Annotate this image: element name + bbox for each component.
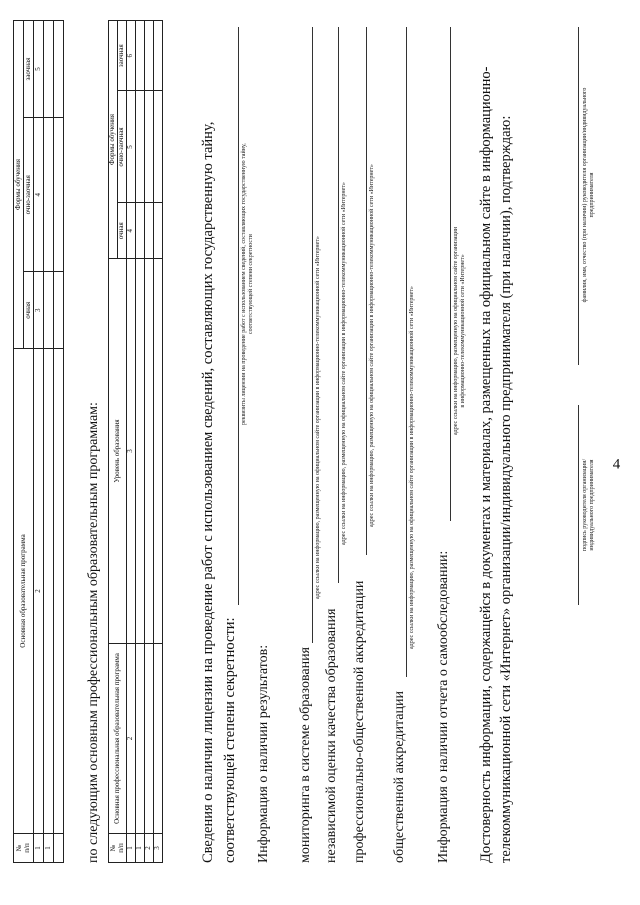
index-cell: 1	[127, 834, 136, 863]
table-cell	[145, 21, 154, 91]
table-cell	[136, 644, 145, 834]
table-row	[154, 21, 163, 863]
confirm-line-2: телекоммуникационной сети «Интернет» организации/индивидуального предпринимателя (при наличии), подтверждаю:	[498, 115, 514, 863]
table-cell	[54, 272, 64, 349]
col-program: Основная профессиональная образовательная программа	[109, 644, 127, 834]
index-cell: 3	[127, 259, 136, 644]
table-cell	[154, 259, 163, 644]
table-cell	[44, 21, 54, 118]
table-cell	[145, 91, 154, 203]
license-field[interactable]	[238, 27, 239, 605]
table-cell: 3	[154, 834, 163, 863]
table-cell	[145, 203, 154, 259]
col-level: Уровень образования	[109, 259, 127, 644]
table-cell	[154, 644, 163, 834]
form-full-time: очная	[24, 272, 34, 349]
form-extramural: заочная	[118, 21, 127, 91]
table-cell	[136, 21, 145, 91]
form-full-time: очная	[118, 203, 127, 259]
results-heading: Информация о наличии результатов:	[256, 644, 271, 863]
table-cell	[136, 203, 145, 259]
table-row	[44, 21, 54, 863]
self-exam-label: Информация о наличии отчета о самообследовании:	[436, 550, 451, 863]
name-field[interactable]	[578, 27, 579, 365]
col-number: № п/п	[14, 834, 34, 863]
table-cell	[44, 349, 54, 834]
table-cell	[154, 21, 163, 91]
index-cell: 5	[127, 91, 136, 203]
confirm-line-1: Достоверность информации, содержащейся в документах и материалах, размещенных на официальном сайте в информационно-	[478, 66, 494, 863]
monitoring-label: мониторинга в системе образования	[298, 646, 313, 863]
index-cell: 1	[34, 834, 44, 863]
self-exam-caption: адрес ссылки на информацию, размещенную на официальном сайте организации в информационно-телекоммуникационной сети «Интернет»	[453, 226, 466, 435]
monitoring-field[interactable]	[312, 27, 313, 643]
index-cell: 2	[127, 644, 136, 834]
col-forms: Формы обучения	[109, 21, 118, 259]
index-row	[127, 21, 136, 863]
prof-public-field[interactable]	[366, 27, 367, 555]
table-cell	[136, 91, 145, 203]
signature-field[interactable]	[578, 405, 579, 605]
col-number: № п/п	[109, 834, 127, 863]
table-cell	[145, 259, 154, 644]
table-cell: 1	[136, 834, 145, 863]
prof-programs-table	[108, 20, 163, 863]
table-cell	[145, 644, 154, 834]
table-row	[136, 21, 145, 863]
table-cell	[44, 272, 54, 349]
form-extramural: заочная	[24, 21, 34, 118]
signature-caption: подпись руководителя организации/ индивидуального предпринимателя	[582, 458, 595, 552]
col-forms: Формы обучения	[14, 21, 24, 349]
index-cell: 6	[127, 21, 136, 91]
index-cell: 4	[127, 203, 136, 259]
public-field[interactable]	[406, 27, 407, 677]
license-caption: реквизиты лицензии на проведение работ с использованием сведений, составляющих государственную тайну, соответствующей степени секретности	[241, 143, 254, 425]
col-program: Основная образовательная программа	[14, 349, 34, 834]
index-cell: 3	[34, 272, 44, 349]
index-row	[34, 21, 44, 863]
general-programs-table	[13, 20, 64, 863]
table-cell	[44, 118, 54, 272]
license-line-1: Сведения о наличии лицензии на проведение работ с использованием сведений, составляющих государственную тайну,	[200, 121, 216, 863]
name-caption: фамилия, имя, отчество (при наличии) руководителя организации/индивидуального предпринимателя	[582, 87, 595, 303]
table-row	[54, 21, 64, 863]
license-line-2: соответствующей степени секретности:	[222, 617, 238, 863]
index-cell: 5	[34, 21, 44, 118]
table-cell: 1	[44, 834, 54, 863]
form-part-time: очно-заочная	[24, 118, 34, 272]
index-cell: 2	[34, 349, 44, 834]
monitoring-caption: адрес ссылки на информацию, размещенную на официальном сайте организации в информационно-телекоммуникационной сети «Интернет»	[315, 236, 321, 599]
form-part-time: очно-заочная	[118, 91, 127, 203]
table-row	[145, 21, 154, 863]
independent-field[interactable]	[338, 27, 339, 583]
prof-public-label: профессионально-общественной аккредитации	[352, 580, 367, 863]
table-cell	[54, 21, 64, 118]
table-cell	[154, 203, 163, 259]
independent-label: независимой оценки качества образования	[324, 608, 339, 863]
prof-programs-heading: по следующим основным профессиональным образовательным программам:	[86, 402, 101, 863]
table-cell	[54, 118, 64, 272]
prof-public-caption: адрес ссылки на информацию, размещенную на официальном сайте организации в информационно-телекоммуникационной сети «Интернет»	[369, 164, 375, 527]
self-exam-field[interactable]	[450, 27, 451, 521]
index-cell: 4	[34, 118, 44, 272]
table-cell	[154, 91, 163, 203]
table-cell	[136, 259, 145, 644]
table-cell	[54, 834, 64, 863]
independent-caption: адрес ссылки на информацию, размещенную на официальном сайте организации в информационно-телекоммуникационной сети «Интернет»	[341, 182, 347, 545]
public-label: общественной аккредитации	[392, 691, 407, 863]
table-cell: 2	[145, 834, 154, 863]
page-number: 4	[612, 456, 621, 473]
table-cell	[54, 349, 64, 834]
public-caption: адрес ссылки на информацию, размещенную на официальном сайте организации в информационно-телекоммуникационной сети «Интернет»	[409, 286, 415, 649]
